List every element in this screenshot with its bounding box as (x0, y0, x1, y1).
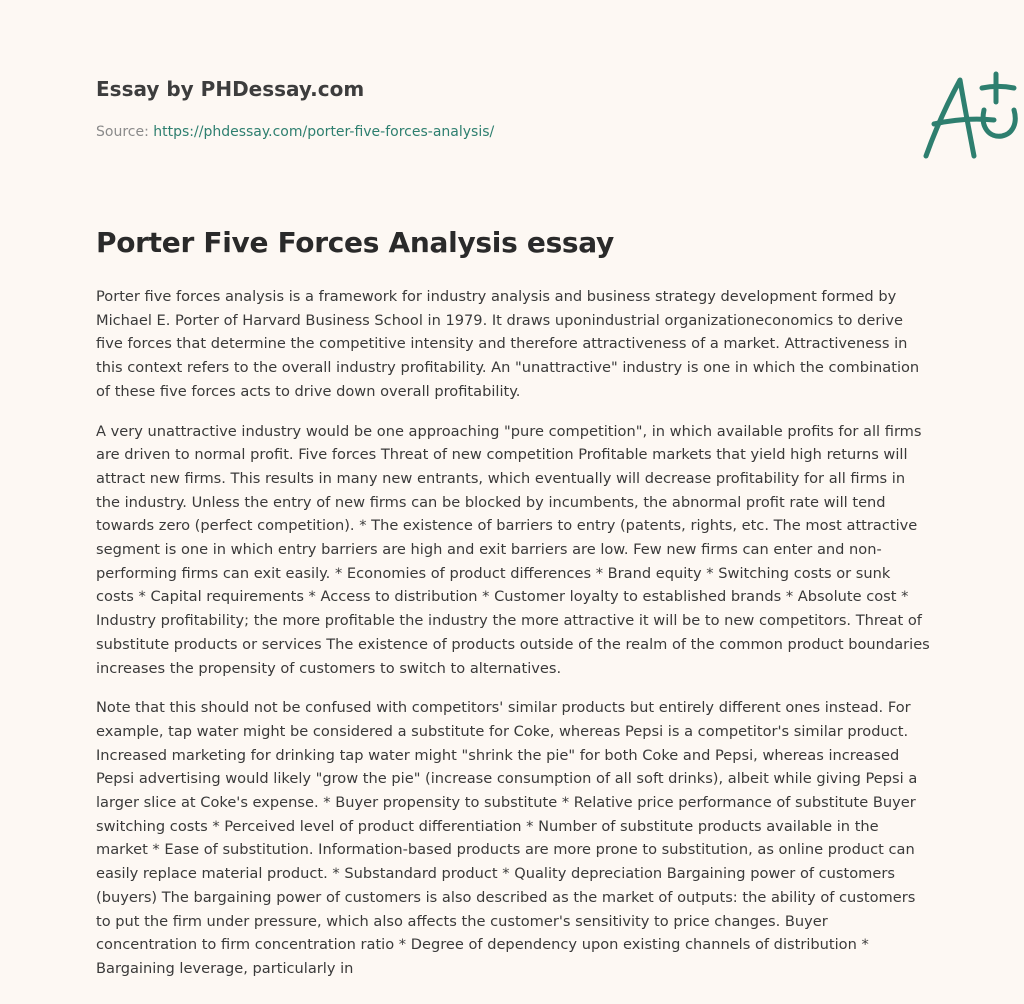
source-line (96, 124, 494, 140)
essay-title: Porter Five Forces Analysis essay (96, 226, 614, 259)
paragraph: Note that this should not be confused with competitors' similar products but entirely different ones instead. For example, tap water might be considered a substitute for Coke, whereas Pepsi is a competitor's similar product. Increased marketing for drinking tap water might "shrink the pie" for both Coke and Pepsi, whereas increased Pepsi advertising would likely "grow the pie" (increase consumption of all soft drinks), albeit while giving Pepsi a larger slice at Coke's expense. * Buyer propensity to substitute * Relative price performance of substitute Buyer switching costs * Perceived level of product differentiation * Number of substitute products available in the market * Ease of substitution. Information-based products are more prone to substitution, as online product can easily replace material product. * Substandard product * Quality depreciation Bargaining power of customers (buyers) The bargaining power of customers is also described as the market of outputs: the ability of customers to put the firm under pressure, which also affects the customer's sensitivity to price changes. Buyer concentration to firm concentration ratio * Degree of dependency upon existing channels of distribution * Bargaining leverage, particularly in (96, 699, 918, 977)
essay-body (96, 285, 932, 997)
a-plus-logo-icon (914, 66, 1024, 164)
source-link[interactable]: https://phdessay.com/porter-five-forces-analysis/ (153, 124, 495, 140)
site-brand: Essay by PHDessay.com (96, 77, 365, 101)
paragraph: Porter five forces analysis is a framework for industry analysis and business strategy development formed by Michael E. Porter of Harvard Business School in 1979. It draws uponindustrial organizationeconomics to derive five forces that determine the competitive intensity and therefore attractiveness of a market. Attractiveness in this context refers to the overall industry profitability. An "unattractive" industry is one in which the combination of these five forces acts to drive down overall profitability. (96, 288, 920, 400)
paragraph: A very unattractive industry would be one approaching "pure competition", in which available profits for all firms are driven to normal profit. Five forces Threat of new competition Profitable markets that yield high returns will attract new firms. This results in many new entrants, which eventually will decrease profitability for all firms in the industry. Unless the entry of new firms can be blocked by incumbents, the abnormal profit rate will tend towards zero (perfect competition). * The existence of barriers to entry (patents, rights, etc. The most attractive segment is one in which entry barriers are high and exit barriers are low. Few new firms can enter and non-performing firms can exit easily. * Economies of product differences * Brand equity * Switching costs or sunk costs * Capital requirements * Access to distribution * Customer loyalty to established brands * Absolute cost * Industry profitability; the more profitable the industry the more attractive it will be to new competitors. Threat of substitute products or services The existence of products outside of the realm of the common product boundaries increases the propensity of customers to switch to alternatives. (96, 422, 930, 677)
source-label: Source: (96, 124, 149, 140)
